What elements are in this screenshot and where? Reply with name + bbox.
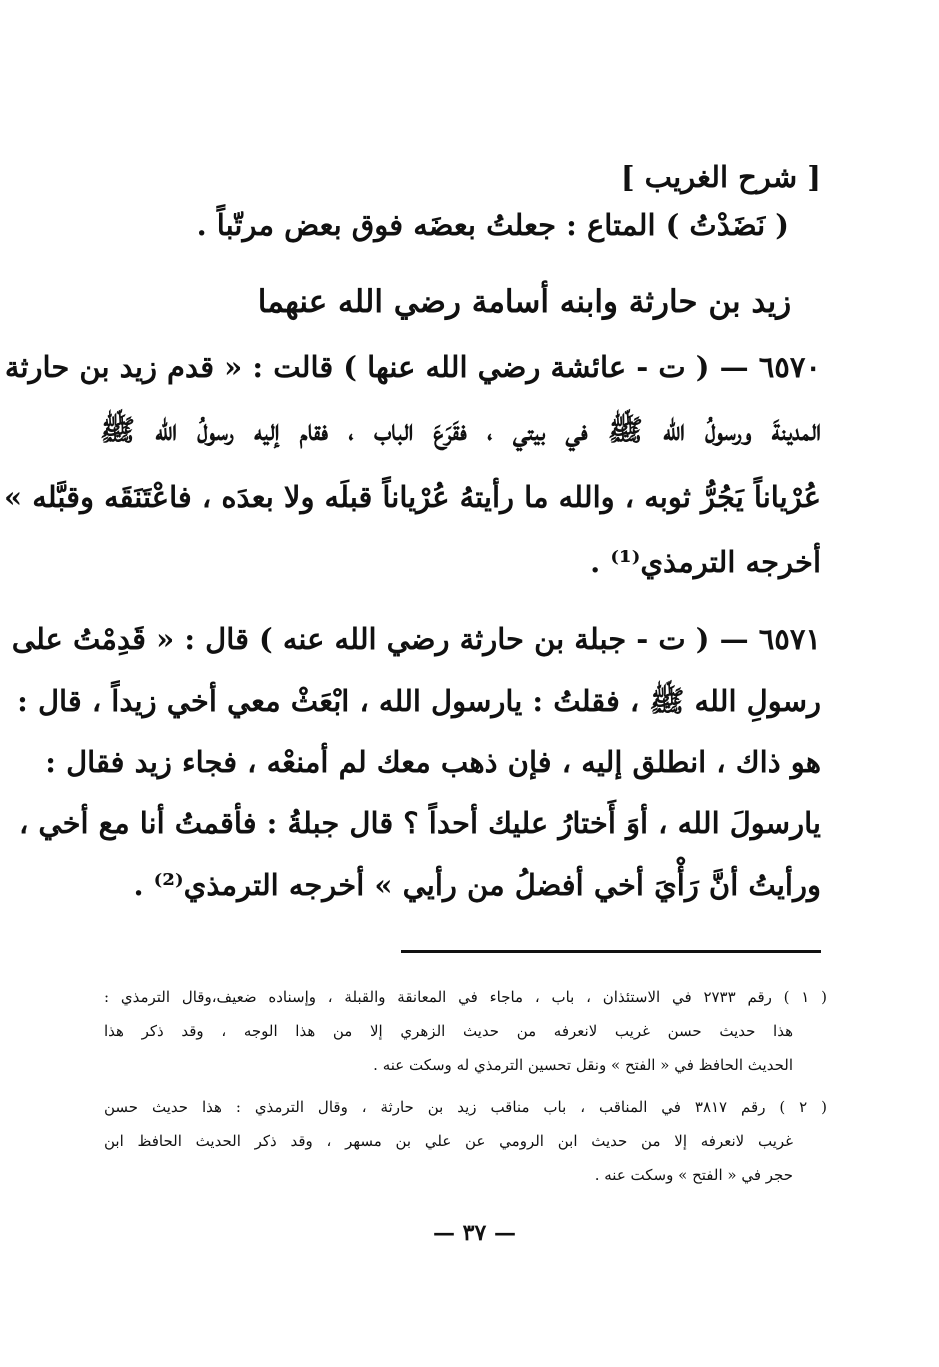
hadith-6570-line: ٦٥٧٠ — ( ت - عائشة رضي الله عنها ) قالت : « قدم زيد بن حارثة — [4, 350, 821, 384]
hadith-6571-line: يارسولَ الله ، أوَ أَختارُ عليك أحداً ؟ قال جبلةُ : فأقمتُ أنا مع أخي ، — [18, 806, 821, 840]
hadith-6570-line: عُرْياناً يَجُرُّ ثوبه ، والله ما رأيتهُ عُرْياناً قبلَه ولا بعدَه ، فاعْتَنَقَه وقبَّله » — [3, 480, 821, 514]
footnote-2-line: حجر في « الفتح » وسكت عنه . — [594, 1166, 793, 1184]
footnote-1-line: هذا حديث حسن غريب لانعرفه من حديث الزهري إلا من هذا الوجه ، وقد ذكر هذا — [104, 1022, 793, 1040]
footnote-separator — [401, 950, 821, 953]
footnote-1-line: ( ١ ) رقم ٢٧٣٣ في الاستئذان ، باب ، ماجاء في المعانقة والقبلة ، وإسناده ضعيف،وقال الترمذي : — [104, 988, 828, 1006]
hadith-6570-line: أخرجه الترمذي⁽¹⁾ . — [590, 545, 821, 579]
footnote-2-line: غريب لانعرفه إلا من حديث ابن الرومي عن علي بن مسهر ، وقد ذكر الحديث الحافظ ابن — [104, 1132, 793, 1150]
hadith-6571-line: ورأيتُ أنَّ رَأْيَ أخي أفضلُ من رأيي » أخرجه الترمذي⁽²⁾ . — [133, 868, 821, 902]
footnote-1-line: الحديث الحافظ في « الفتح » ونقل تحسين الترمذي له وسكت عنه . — [373, 1056, 793, 1074]
hadith-6571-line: رسولِ الله ﷺ ، فقلتُ : يارسول الله ، ابْعَثْ معي أخي زيداً ، قال : — [17, 684, 821, 718]
hadith-6570-line: المدينةَ ورسولُ الله ﷺ في بيتي ، فقَرَعَ الباب ، فقام إليه رسولُ الله ﷺ — [100, 413, 821, 447]
chapter-title: زيد بن حارثة وابنه أسامة رضي الله عنهما — [257, 284, 792, 320]
hadith-6571-line: ٦٥٧١ — ( ت - جبلة بن حارثة رضي الله عنه ) قال : « قَدِمْتُ على — [11, 622, 821, 656]
glossary-entry: ( نَضَدْتُ ) المتاع : جعلتُ بعضَه فوق بعض مرتّباً . — [196, 208, 789, 242]
footnote-2-line: ( ٢ ) رقم ٣٨١٧ في المناقب ، باب مناقب زيد بن حارثة ، وقال الترمذي : هذا حديث حسن — [104, 1098, 827, 1116]
page-number: — ٣٧ — — [433, 1220, 516, 1246]
section-heading: [ شرح الغريب ] — [620, 160, 821, 194]
hadith-6571-line: هو ذاك ، انطلق إليه ، فإن ذهب معك لم أمنعْه ، فجاء زيد فقال : — [45, 745, 821, 779]
